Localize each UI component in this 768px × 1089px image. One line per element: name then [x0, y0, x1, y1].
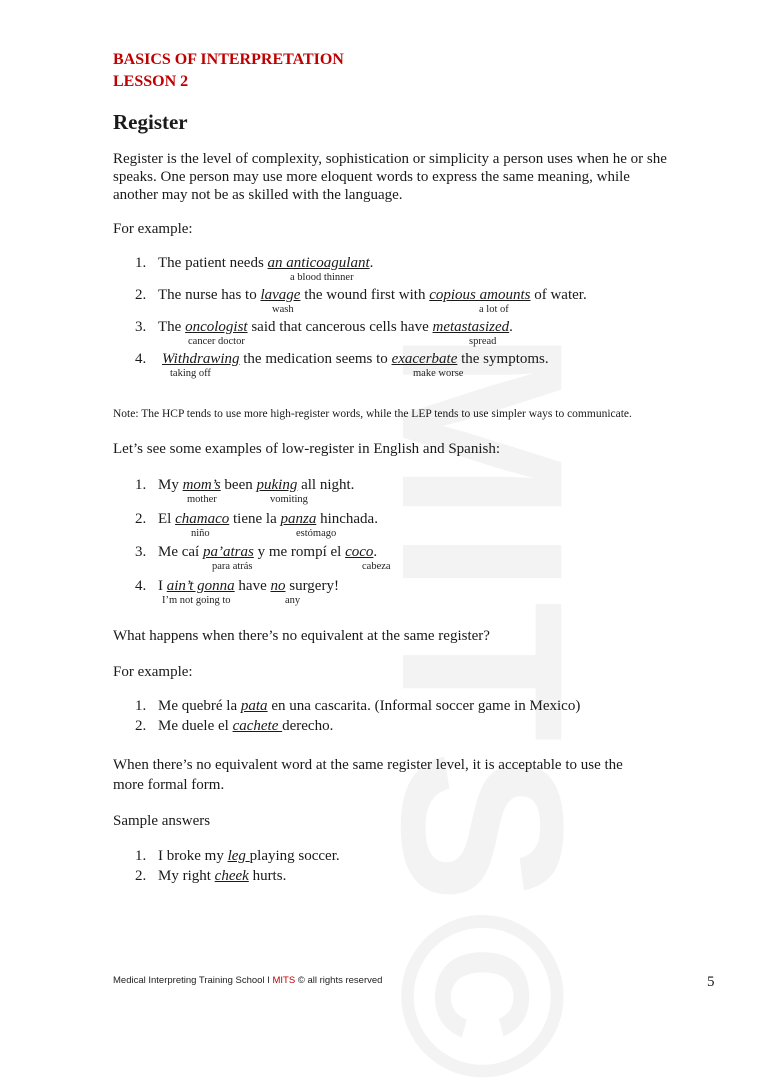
- intro-line-2: speaks. One person may use more eloquent words to express the same meaning, while: [113, 169, 630, 185]
- answer-1: I broke my leg playing soccer.: [158, 848, 340, 864]
- list-number: 1.: [135, 255, 147, 271]
- list-number: 1.: [135, 477, 147, 493]
- no-equiv-example-2: Me duele el cachete derecho.: [158, 718, 334, 734]
- no-equiv-example-1: Me quebré la pata en una cascarita. (Informal soccer game in Mexico): [158, 698, 581, 714]
- list-number: 2.: [135, 287, 147, 303]
- list-number: 2.: [135, 511, 147, 527]
- gloss: spread: [469, 336, 497, 347]
- intro-line-1: Register is the level of complexity, sophistication or simplicity a person uses when he or she: [113, 151, 667, 167]
- gloss: cancer doctor: [188, 336, 245, 347]
- low-register-intro: Let’s see some examples of low-register in English and Spanish:: [113, 441, 501, 457]
- section-title: Register: [113, 110, 188, 134]
- gloss: a blood thinner: [290, 272, 354, 283]
- list-number: 2.: [135, 868, 147, 884]
- for-example-label: For example:: [113, 221, 193, 237]
- sample-answers-label: Sample answers: [113, 813, 211, 829]
- page-number: 5: [707, 974, 715, 990]
- lesson-label: LESSON 2: [113, 73, 189, 90]
- example-high-2: The nurse has to lavage the wound first with copious amounts of water.: [158, 287, 587, 303]
- example-low-1: My mom’s been puking all night.: [158, 477, 355, 493]
- example-low-2: El chamaco tiene la panza hinchada.: [158, 511, 378, 527]
- example-low-4: I ain’t gonna have no surgery!: [158, 578, 339, 594]
- gloss: I’m not going to: [162, 595, 231, 606]
- gloss: wash: [272, 304, 294, 315]
- formal-note-line-2: more formal form.: [113, 777, 225, 793]
- list-number: 1.: [135, 848, 147, 864]
- list-number: 3.: [135, 544, 147, 560]
- example-high-3: The oncologist said that cancerous cells have metastasized.: [158, 319, 513, 335]
- gloss: niño: [191, 528, 210, 539]
- list-number: 4.: [135, 578, 147, 594]
- gloss: cabeza: [362, 561, 391, 572]
- note: Note: The HCP tends to use more high-register words, while the LEP tends to use simpler ways to communicate.: [113, 408, 632, 420]
- course-title: BASICS OF INTERPRETATION: [113, 51, 344, 68]
- list-number: 4.: [135, 351, 147, 367]
- example-high-1: The patient needs an anticoagulant.: [158, 255, 374, 271]
- example-low-3: Me caí pa’atras y me rompí el coco.: [158, 544, 378, 560]
- list-number: 1.: [135, 698, 147, 714]
- for-example-label: For example:: [113, 664, 193, 680]
- list-number: 2.: [135, 718, 147, 734]
- gloss: vomiting: [270, 494, 308, 505]
- gloss: mother: [187, 494, 217, 505]
- gloss: a lot of: [479, 304, 509, 315]
- intro-line-3: another may not be as skilled with the language.: [113, 187, 403, 203]
- answer-2: My right cheek hurts.: [158, 868, 287, 884]
- gloss: make worse: [413, 368, 464, 379]
- gloss: any: [285, 595, 301, 606]
- question: What happens when there’s no equivalent at the same register?: [113, 628, 490, 644]
- gloss: estómago: [296, 528, 337, 539]
- list-number: 3.: [135, 319, 147, 335]
- gloss: taking off: [170, 368, 211, 379]
- example-high-4: Withdrawing the medication seems to exacerbate the symptoms.: [162, 351, 549, 367]
- formal-note-line-1: When there’s no equivalent word at the same register level, it is acceptable to use the: [113, 757, 623, 773]
- footer: Medical Interpreting Training School I MITS © all rights reserved: [113, 975, 383, 986]
- gloss: para atrás: [212, 561, 253, 572]
